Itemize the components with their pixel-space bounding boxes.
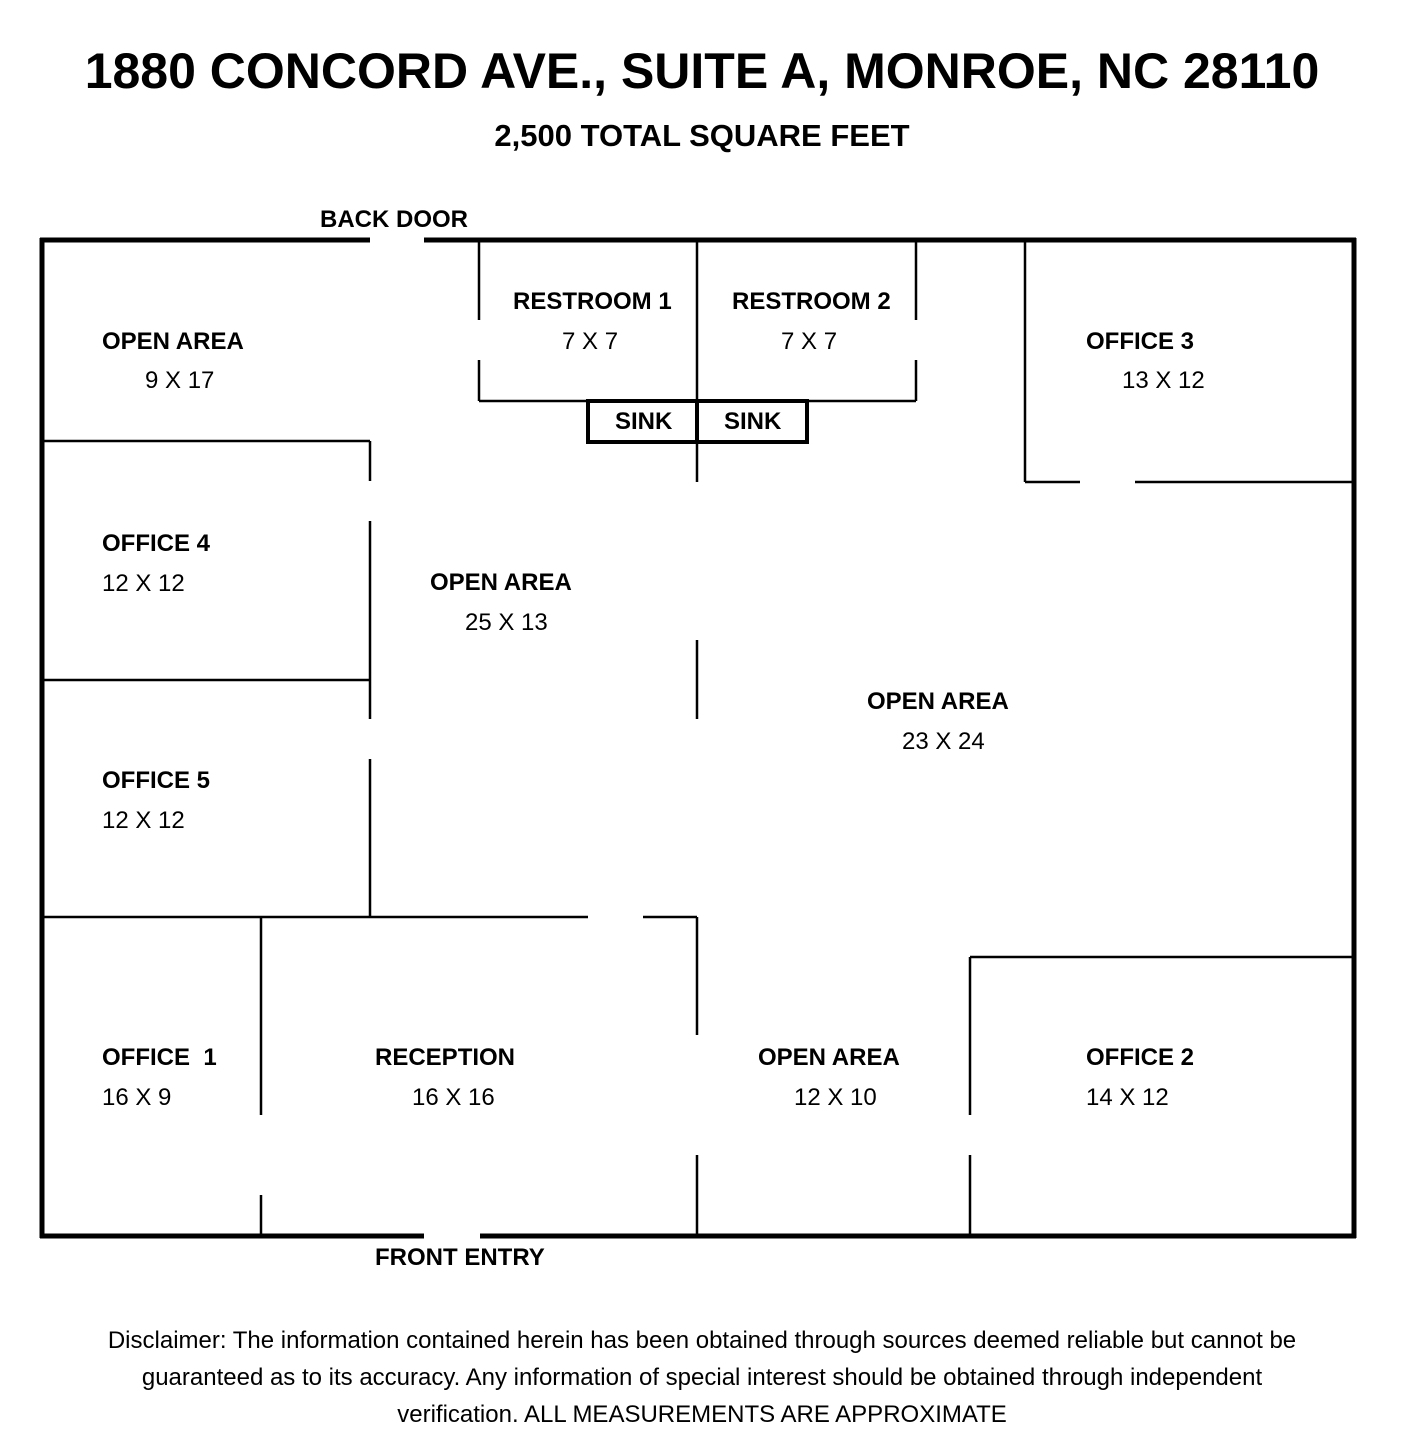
room-dims: 14 X 12 [1086,1084,1169,1111]
room-dims: 12 X 10 [794,1084,877,1111]
back-door-label: BACK DOOR [320,206,468,233]
disclaimer-line: Disclaimer: The information contained herein has been obtained through sources deemed reliable but cannot be [107,1327,1297,1354]
room-name-reception: RECEPTION [375,1044,516,1071]
sink-label: SINK [724,408,782,435]
disclaimer-line: verification. ALL MEASUREMENTS ARE APPROXIMATE [397,1401,1007,1428]
disclaimer [40,1322,1364,1433]
room-name-restroom-2: RESTROOM 2 [732,288,891,315]
page-title: 1880 CONCORD AVE., SUITE A, MONROE, NC 28110 [84,43,1320,99]
room-dims: 13 X 12 [1122,367,1205,394]
room-name-open-area-nw: OPEN AREA [102,328,244,355]
room-dims: 16 X 9 [102,1084,172,1111]
room-name-open-area-south: OPEN AREA [758,1044,900,1071]
room-name-office-5: OFFICE 5 [102,767,211,794]
room-dims: 12 X 12 [102,570,185,597]
room-name-office-2: OFFICE 2 [1086,1044,1195,1071]
room-name-office-3: OFFICE 3 [1086,328,1195,355]
room-name-office-1: OFFICE 1 [102,1044,217,1071]
front-entry-label: FRONT ENTRY [375,1244,545,1271]
room-dims: 12 X 12 [102,807,185,834]
room-dims: 7 X 7 [562,328,619,355]
disclaimer-line: guaranteed as to its accuracy. Any information of special interest should be obtained through independent [141,1364,1263,1391]
room-name-open-area-center: OPEN AREA [430,569,572,596]
sink-label: SINK [615,408,673,435]
room-dims: 16 X 16 [412,1084,495,1111]
room-name-office-4: OFFICE 4 [102,530,211,557]
room-name-open-area-east: OPEN AREA [867,688,1009,715]
room-name-restroom-1: RESTROOM 1 [513,288,672,315]
room-dims: 23 X 24 [902,728,985,755]
room-dims: 9 X 17 [145,367,215,394]
room-dims: 25 X 13 [465,609,548,636]
room-dims: 7 X 7 [781,328,838,355]
page-subtitle: 2,500 TOTAL SQUARE FEET [494,118,910,153]
